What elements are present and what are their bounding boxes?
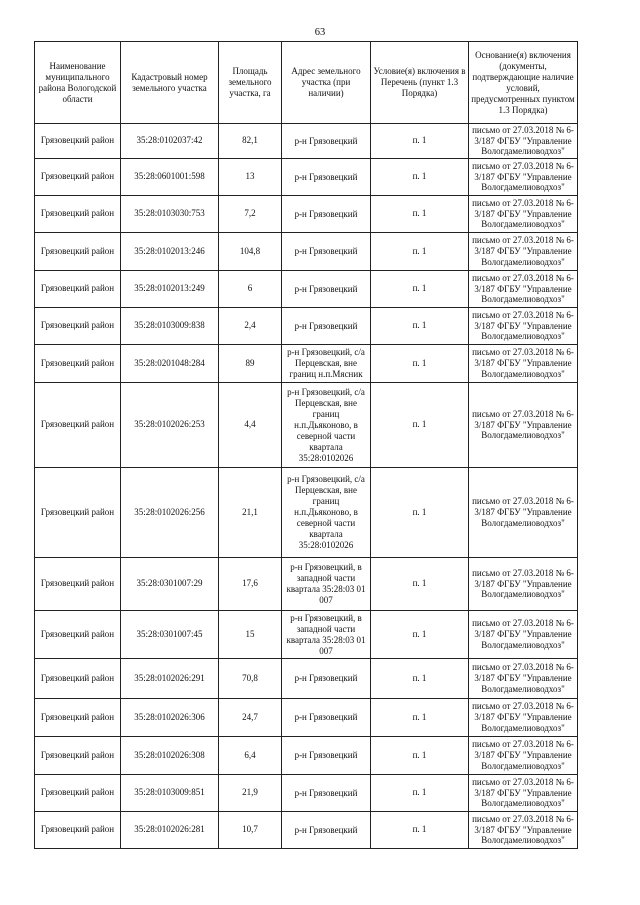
table-row — [35, 558, 578, 611]
column-header-address: Адрес земельного участка (при наличии) — [282, 42, 371, 124]
cell-cadastral-number: 35:28:0102026:281 — [121, 812, 219, 849]
cell-district: Грязовецкий район — [35, 737, 121, 775]
table-row — [35, 196, 578, 233]
column-header-district: Наименование муниципального района Вологодской области — [35, 42, 121, 124]
cell-cadastral-number: 35:28:0103030:753 — [121, 196, 219, 233]
cell-district: Грязовецкий район — [35, 271, 121, 308]
cell-address: р-н Грязовецкий — [282, 233, 371, 271]
cell-cadastral-number: 35:28:0103009:851 — [121, 775, 219, 812]
cell-basis: письмо от 27.03.2018 № 6-3/187 ФГБУ "Управление Вологдамелиоводхоз" — [469, 124, 578, 159]
cell-area: 82,1 — [219, 124, 282, 159]
table-row — [35, 699, 578, 737]
cell-address: р-н Грязовецкий — [282, 124, 371, 159]
table-row — [35, 775, 578, 812]
cell-cadastral-number: 35:28:0102013:249 — [121, 271, 219, 308]
table-row — [35, 737, 578, 775]
cell-condition: п. 1 — [371, 159, 469, 196]
cell-district: Грязовецкий район — [35, 345, 121, 383]
table-row — [35, 124, 578, 159]
cell-basis: письмо от 27.03.2018 № 6-3/187 ФГБУ "Управление Вологдамелиоводхоз" — [469, 812, 578, 849]
cell-district: Грязовецкий район — [35, 159, 121, 196]
cell-cadastral-number: 35:28:0201048:284 — [121, 345, 219, 383]
cell-district: Грязовецкий район — [35, 233, 121, 271]
cell-cadastral-number: 35:28:0103009:838 — [121, 308, 219, 345]
cell-basis: письмо от 27.03.2018 № 6-3/187 ФГБУ "Управление Вологдамелиоводхоз" — [469, 558, 578, 611]
cell-area: 4,4 — [219, 383, 282, 468]
table-row — [35, 159, 578, 196]
cell-district: Грязовецкий район — [35, 775, 121, 812]
cell-basis: письмо от 27.03.2018 № 6-3/187 ФГБУ "Управление Вологдамелиоводхоз" — [469, 775, 578, 812]
cell-condition: п. 1 — [371, 611, 469, 659]
cell-district: Грязовецкий район — [35, 812, 121, 849]
cell-condition: п. 1 — [371, 345, 469, 383]
cell-condition: п. 1 — [371, 659, 469, 699]
cell-cadastral-number: 35:28:0102026:306 — [121, 699, 219, 737]
cell-condition: п. 1 — [371, 308, 469, 345]
table-row — [35, 308, 578, 345]
cell-basis: письмо от 27.03.2018 № 6-3/187 ФГБУ "Управление Вологдамелиоводхоз" — [469, 737, 578, 775]
cell-area: 104,8 — [219, 233, 282, 271]
table-row — [35, 271, 578, 308]
cell-condition: п. 1 — [371, 558, 469, 611]
column-header-basis: Основание(я) включения (документы, подтверждающие наличие условий, предусмотренных пунктом 1.3 Порядка) — [469, 42, 578, 124]
cell-area: 24,7 — [219, 699, 282, 737]
cell-district: Грязовецкий район — [35, 383, 121, 468]
cell-area: 6,4 — [219, 737, 282, 775]
cell-cadastral-number: 35:28:0102026:256 — [121, 468, 219, 558]
cell-area: 21,1 — [219, 468, 282, 558]
cell-district: Грязовецкий район — [35, 659, 121, 699]
cell-area: 13 — [219, 159, 282, 196]
cell-area: 10,7 — [219, 812, 282, 849]
cell-address: р-н Грязовецкий — [282, 308, 371, 345]
cell-basis: письмо от 27.03.2018 № 6-3/187 ФГБУ "Управление Вологдамелиоводхоз" — [469, 611, 578, 659]
cell-basis: письмо от 27.03.2018 № 6-3/187 ФГБУ "Управление Вологдамелиоводхоз" — [469, 196, 578, 233]
table-row — [35, 659, 578, 699]
table-row — [35, 468, 578, 558]
cell-address: р-н Грязовецкий — [282, 659, 371, 699]
cell-address: р-н Грязовецкий, в западной части квартала 35:28:03 01 007 — [282, 558, 371, 611]
column-header-area: Площадь земельного участка, га — [219, 42, 282, 124]
cell-district: Грязовецкий район — [35, 196, 121, 233]
cell-condition: п. 1 — [371, 196, 469, 233]
cell-cadastral-number: 35:28:0301007:45 — [121, 611, 219, 659]
cell-cadastral-number: 35:28:0102013:246 — [121, 233, 219, 271]
cell-basis: письмо от 27.03.2018 № 6-3/187 ФГБУ "Управление Вологдамелиоводхоз" — [469, 468, 578, 558]
cell-address: р-н Грязовецкий, с/а Перцевская, вне границ н.п.Мясник — [282, 345, 371, 383]
cell-basis: письмо от 27.03.2018 № 6-3/187 ФГБУ "Управление Вологдамелиоводхоз" — [469, 383, 578, 468]
cell-condition: п. 1 — [371, 468, 469, 558]
cell-address: р-н Грязовецкий — [282, 737, 371, 775]
column-header-condition: Условие(я) включения в Перечень (пункт 1.3 Порядка) — [371, 42, 469, 124]
cell-address: р-н Грязовецкий — [282, 159, 371, 196]
page-number: 63 — [314, 27, 326, 38]
cell-district: Грязовецкий район — [35, 308, 121, 345]
cell-condition: п. 1 — [371, 775, 469, 812]
cell-condition: п. 1 — [371, 699, 469, 737]
column-header-cadastral-number: Кадастровый номер земельного участка — [121, 42, 219, 124]
cell-cadastral-number: 35:28:0601001:598 — [121, 159, 219, 196]
cell-basis: письмо от 27.03.2018 № 6-3/187 ФГБУ "Управление Вологдамелиоводхоз" — [469, 159, 578, 196]
cell-condition: п. 1 — [371, 737, 469, 775]
cell-address: р-н Грязовецкий — [282, 775, 371, 812]
table-body — [35, 124, 578, 849]
cell-basis: письмо от 27.03.2018 № 6-3/187 ФГБУ "Управление Вологдамелиоводхоз" — [469, 271, 578, 308]
cell-condition: п. 1 — [371, 124, 469, 159]
cell-area: 17,6 — [219, 558, 282, 611]
table-row — [35, 345, 578, 383]
cell-address: р-н Грязовецкий — [282, 812, 371, 849]
cell-condition: п. 1 — [371, 233, 469, 271]
cell-address: р-н Грязовецкий — [282, 196, 371, 233]
cell-area: 2,4 — [219, 308, 282, 345]
cell-district: Грязовецкий район — [35, 558, 121, 611]
cell-area: 21,9 — [219, 775, 282, 812]
table-row — [35, 233, 578, 271]
cell-district: Грязовецкий район — [35, 699, 121, 737]
cell-address: р-н Грязовецкий — [282, 271, 371, 308]
cell-district: Грязовецкий район — [35, 468, 121, 558]
cell-basis: письмо от 27.03.2018 № 6-3/187 ФГБУ "Управление Вологдамелиоводхоз" — [469, 699, 578, 737]
land-plots-table — [34, 41, 578, 849]
cell-condition: п. 1 — [371, 271, 469, 308]
cell-basis: письмо от 27.03.2018 № 6-3/187 ФГБУ "Управление Вологдамелиоводхоз" — [469, 345, 578, 383]
table-row — [35, 611, 578, 659]
cell-basis: письмо от 27.03.2018 № 6-3/187 ФГБУ "Управление Вологдамелиоводхоз" — [469, 233, 578, 271]
cell-area: 70,8 — [219, 659, 282, 699]
cell-condition: п. 1 — [371, 383, 469, 468]
table-row — [35, 383, 578, 468]
table-header-row — [35, 42, 578, 124]
cell-cadastral-number: 35:28:0102026:308 — [121, 737, 219, 775]
cell-address: р-н Грязовецкий — [282, 699, 371, 737]
cell-basis: письмо от 27.03.2018 № 6-3/187 ФГБУ "Управление Вологдамелиоводхоз" — [469, 659, 578, 699]
cell-area: 15 — [219, 611, 282, 659]
cell-area: 89 — [219, 345, 282, 383]
cell-address: р-н Грязовецкий, с/а Перцевская, вне границ н.п.Дьяконово, в северной части квартала 35:28:0102026 — [282, 383, 371, 468]
cell-address: р-н Грязовецкий, с/а Перцевская, вне границ н.п.Дьяконово, в северной части квартала 35:28:0102026 — [282, 468, 371, 558]
cell-area: 7,2 — [219, 196, 282, 233]
table-row — [35, 812, 578, 849]
cell-district: Грязовецкий район — [35, 124, 121, 159]
cell-cadastral-number: 35:28:0301007:29 — [121, 558, 219, 611]
cell-cadastral-number: 35:28:0102037:42 — [121, 124, 219, 159]
cell-area: 6 — [219, 271, 282, 308]
cell-district: Грязовецкий район — [35, 611, 121, 659]
cell-cadastral-number: 35:28:0102026:291 — [121, 659, 219, 699]
cell-address: р-н Грязовецкий, в западной части квартала 35:28:03 01 007 — [282, 611, 371, 659]
cell-cadastral-number: 35:28:0102026:253 — [121, 383, 219, 468]
cell-basis: письмо от 27.03.2018 № 6-3/187 ФГБУ "Управление Вологдамелиоводхоз" — [469, 308, 578, 345]
cell-condition: п. 1 — [371, 812, 469, 849]
